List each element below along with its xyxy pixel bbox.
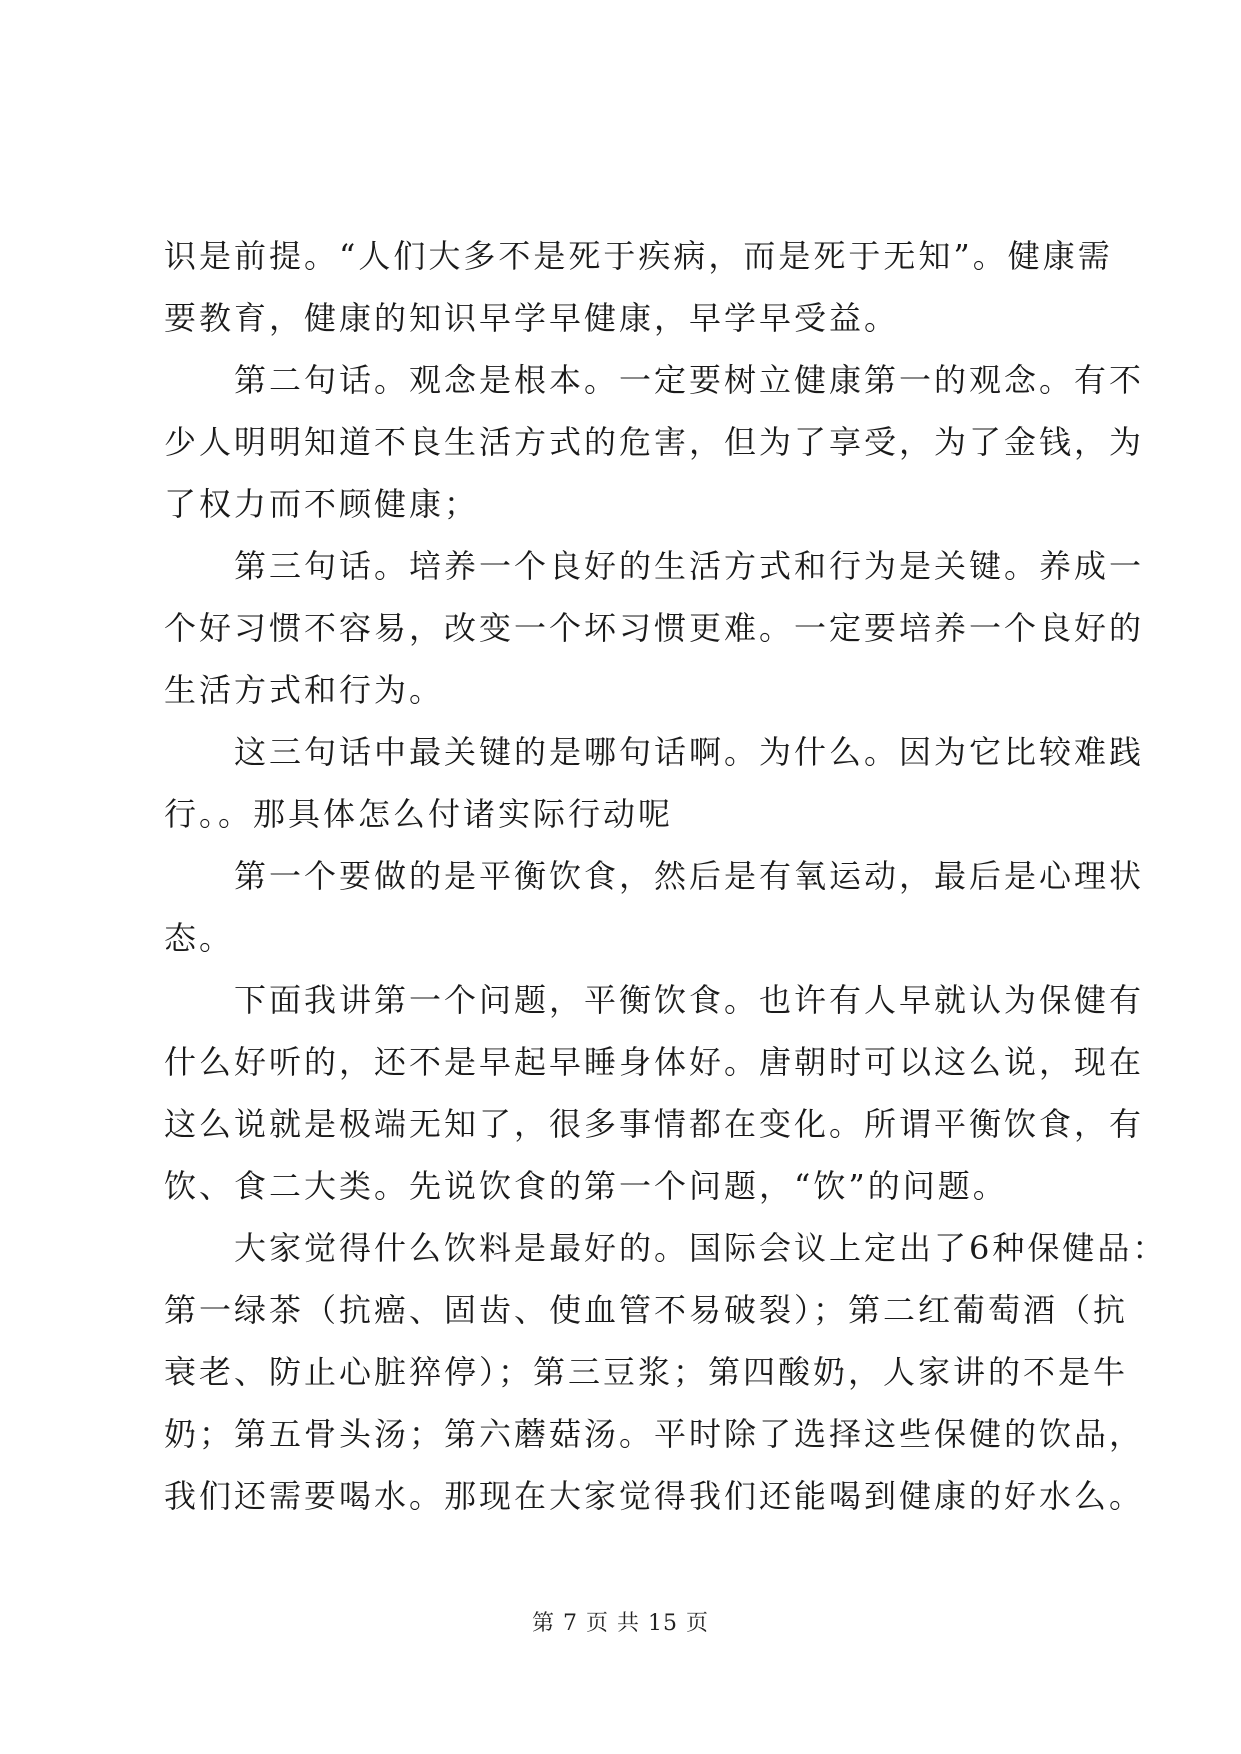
page-number: 第 7 页 共 15 页 [532,1611,709,1636]
text-line: 饮、食二大类。先说饮食的第一个问题，“饮”的问题。 [164,1167,1008,1205]
text-line: 我们还需要喝水。那现在大家觉得我们还能喝到健康的好水么。 [164,1477,1145,1515]
text-line: 第一个要做的是平衡饮食，然后是有氧运动，最后是心理状 [234,857,1145,895]
text-line: 个好习惯不容易，改变一个坏习惯更难。一定要培养一个良好的 [164,609,1145,647]
text-line: 大家觉得什么饮料是最好的。国际会议上定出了6种保健品： [234,1229,1168,1267]
text-line: 了权力而不顾健康； [164,485,480,523]
text-line: 什么好听的，还不是早起早睡身体好。唐朝时可以这么说，现在 [164,1043,1145,1081]
text-line: 态。 [164,919,235,957]
text-line: 下面我讲第一个问题，平衡饮食。也许有人早就认为保健有 [234,981,1145,1019]
text-line: 少人明明知道不良生活方式的危害，但为了享受，为了金钱，为 [164,423,1145,461]
text-line: 行。。那具体怎么付诸实际行动呢 [164,795,674,833]
text-line: 第三句话。培养一个良好的生活方式和行为是关键。养成一 [234,547,1145,585]
text-line: 要教育，健康的知识早学早健康，早学早受益。 [164,299,900,337]
text-line: 奶；第五骨头汤；第六蘑菇汤。平时除了选择这些保健的饮品， [164,1415,1145,1453]
text-line: 第二句话。观念是根本。一定要树立健康第一的观念。有不 [234,361,1145,399]
text-line: 衰老、防止心脏猝停）；第三豆浆；第四酸奶，人家讲的不是牛 [164,1353,1129,1391]
text-line: 这三句话中最关键的是哪句话啊。为什么。因为它比较难践 [234,733,1145,771]
text-line: 这么说就是极端无知了，很多事情都在变化。所谓平衡饮食，有 [164,1105,1145,1143]
text-line: 识是前提。“人们大多不是死于疾病，而是死于无知”。健康需 [164,237,1113,275]
text-line: 第一绿茶（抗癌、固齿、使血管不易破裂）；第二红葡萄酒（抗 [164,1291,1129,1329]
text-line: 生活方式和行为。 [164,671,445,709]
page-footer [0,1606,1241,1637]
body-text [164,225,1168,1527]
